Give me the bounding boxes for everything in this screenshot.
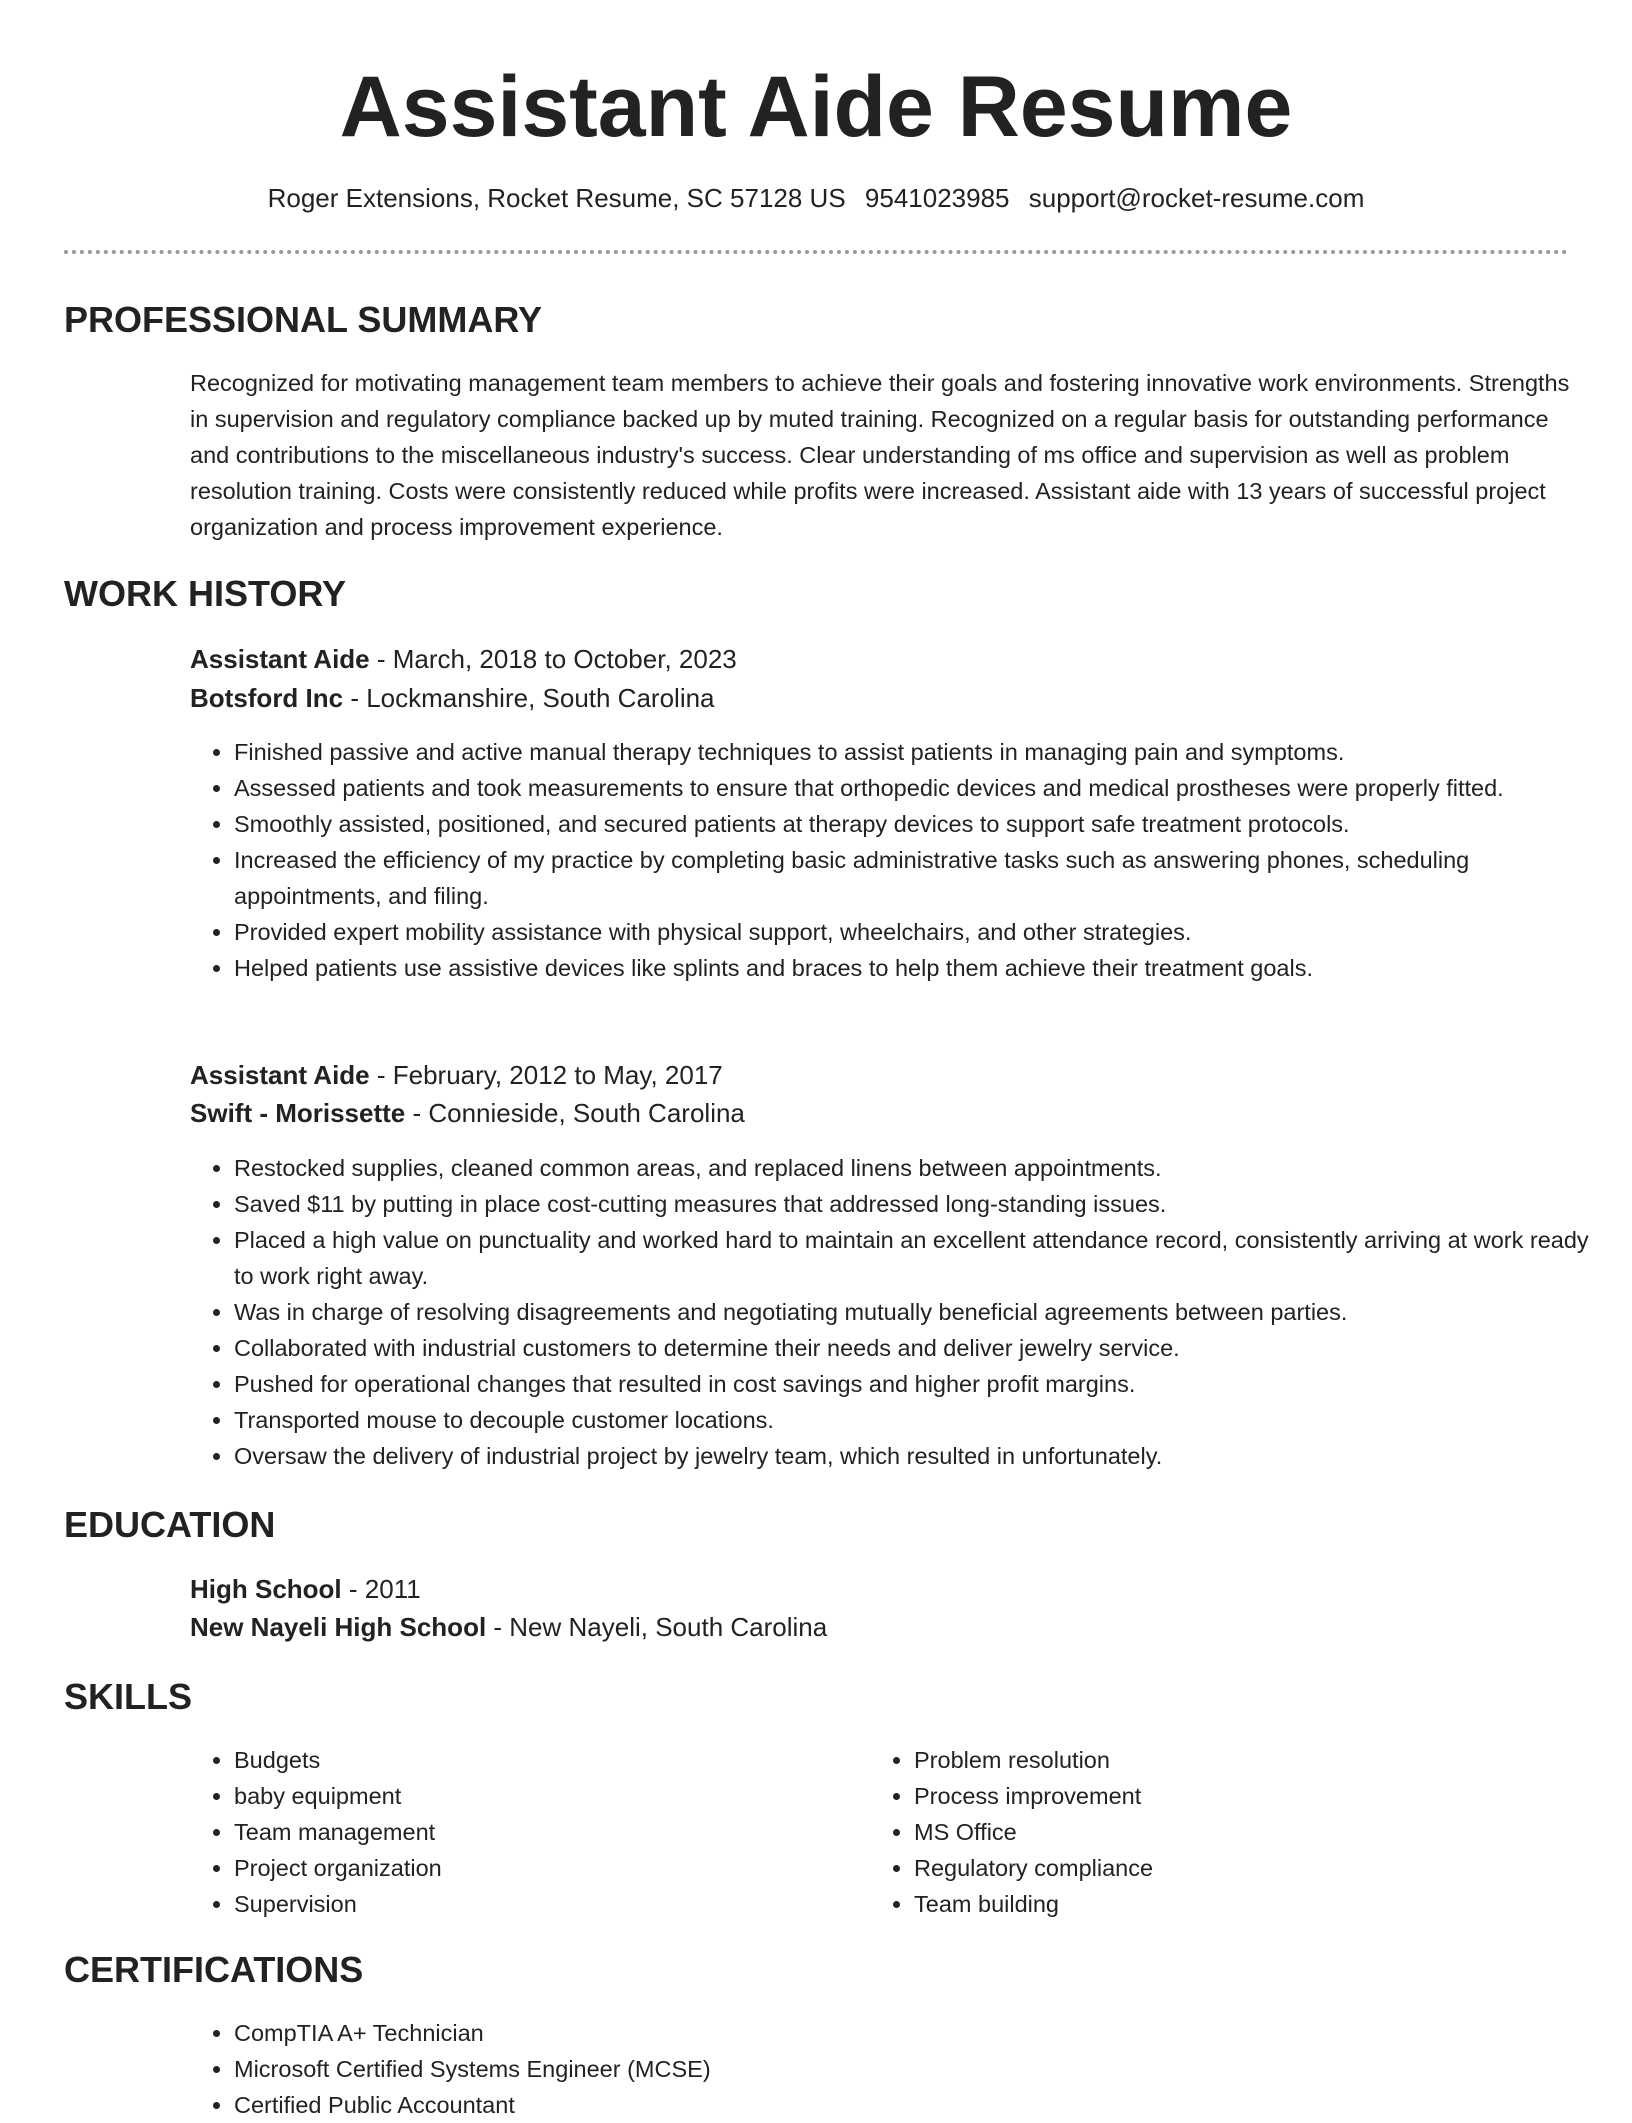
- education-school: New Nayeli High School: [190, 1612, 487, 1642]
- list-item: • Assessed patients and took measurements to ensure that orthopedic devices and medical prostheses were properly fitted.: [234, 770, 1614, 806]
- list-item: • Saved $11 by putting in place cost-cutting measures that addressed long-standing issues.: [234, 1186, 1614, 1222]
- skills-list-right: [870, 1742, 1534, 1922]
- job-1-company-line: [190, 679, 1570, 717]
- job-1-title: Assistant Aide: [190, 644, 370, 674]
- list-item: • Oversaw the delivery of industrial project by jewelry team, which resulted in unfortunately.: [234, 1438, 1614, 1474]
- skills-heading: SKILLS: [64, 1676, 193, 1717]
- contact-email: support@rocket-resume.com: [1028, 183, 1365, 213]
- list-item: • Placed a high value on punctuality and worked hard to maintain an excellent attendance record, consistently arriving at work ready to work right away.: [234, 1222, 1614, 1294]
- list-item: • Increased the efficiency of my practice by completing basic administrative tasks such as answering phones, scheduling appointments, and filing.: [234, 842, 1614, 914]
- skills-list-left: [190, 1742, 854, 1922]
- list-item: • Microsoft Certified Systems Engineer (MCSE): [234, 2051, 1614, 2087]
- list-item: • CompTIA A+ Technician: [234, 2015, 1614, 2051]
- job-1-location: - Lockmanshire, South Carolina: [343, 683, 715, 713]
- job-1-bullets: [190, 734, 1614, 986]
- job-2-company: Swift - Morissette: [190, 1098, 406, 1128]
- list-item: • Provided expert mobility assistance with physical support, wheelchairs, and other strategies.: [234, 914, 1614, 950]
- contact-line: [0, 180, 1632, 216]
- job-1-title-line: [190, 640, 1570, 678]
- list-item: • Finished passive and active manual therapy techniques to assist patients in managing pain and symptoms.: [234, 734, 1614, 770]
- job-2-company-line: [190, 1094, 1570, 1132]
- job-2-title: Assistant Aide: [190, 1060, 370, 1090]
- list-item: • Project organization: [234, 1850, 854, 1886]
- job-2-title-line: [190, 1056, 1570, 1094]
- job-2-bullets: [190, 1150, 1614, 1474]
- list-item: • Certified Public Accountant: [234, 2087, 1614, 2123]
- list-item: • Supervision: [234, 1886, 854, 1922]
- work-history-heading: WORK HISTORY: [64, 573, 347, 614]
- education-school-line: [190, 1608, 1570, 1646]
- list-item: • Team management: [234, 1814, 854, 1850]
- contact-address: Roger Extensions, Rocket Resume, SC 57128 US: [267, 183, 846, 213]
- list-item: • Pushed for operational changes that resulted in cost savings and higher profit margins.: [234, 1366, 1614, 1402]
- job-1-dates: - March, 2018 to October, 2023: [369, 644, 737, 674]
- list-item: • Smoothly assisted, positioned, and secured patients at therapy devices to support safe treatment protocols.: [234, 806, 1614, 842]
- list-item: • Helped patients use assistive devices like splints and braces to help them achieve their treatment goals.: [234, 950, 1614, 986]
- summary-heading: PROFESSIONAL SUMMARY: [64, 299, 543, 340]
- education-degree: High School: [190, 1574, 342, 1604]
- certifications-heading: CERTIFICATIONS: [64, 1949, 364, 1990]
- resume-title: Assistant Aide Resume: [339, 59, 1293, 155]
- job-2-location: - Connieside, South Carolina: [405, 1098, 745, 1128]
- education-year: - 2011: [341, 1574, 421, 1604]
- list-item: • Team building: [914, 1886, 1534, 1922]
- list-item: • Transported mouse to decouple customer locations.: [234, 1402, 1614, 1438]
- job-2-dates: - February, 2012 to May, 2017: [369, 1060, 723, 1090]
- certifications-list: [190, 2015, 1614, 2123]
- list-item: • baby equipment: [234, 1778, 854, 1814]
- list-item: • Was in charge of resolving disagreements and negotiating mutually beneficial agreements between parties.: [234, 1294, 1614, 1330]
- list-item: • Collaborated with industrial customers to determine their needs and deliver jewelry service.: [234, 1330, 1614, 1366]
- education-heading: EDUCATION: [64, 1504, 276, 1545]
- list-item: • Budgets: [234, 1742, 854, 1778]
- list-item: • Regulatory compliance: [914, 1850, 1534, 1886]
- education-location: - New Nayeli, South Carolina: [486, 1612, 828, 1642]
- list-item: • MS Office: [914, 1814, 1534, 1850]
- education-degree-line: [190, 1570, 1570, 1608]
- list-item: • Problem resolution: [914, 1742, 1534, 1778]
- list-item: • Process improvement: [914, 1778, 1534, 1814]
- summary-text: Recognized for motivating management team members to achieve their goals and fostering innovative work environments. Strengths in supervision and regulatory compliance backed up by muted training. Recognized on a regular basis for outstanding performance and contributions to the miscellaneous industry's success. Clear understanding of ms office and supervision as well as problem resolution training. Costs were consistently reduced while profits were increased. Assistant aide with 13 years of successful project organization and process improvement experience.: [190, 370, 1570, 540]
- job-1-company: Botsford Inc: [190, 683, 344, 713]
- contact-phone: 9541023985: [864, 183, 1010, 213]
- list-item: • Restocked supplies, cleaned common areas, and replaced linens between appointments.: [234, 1150, 1614, 1186]
- header-divider: [64, 250, 1568, 254]
